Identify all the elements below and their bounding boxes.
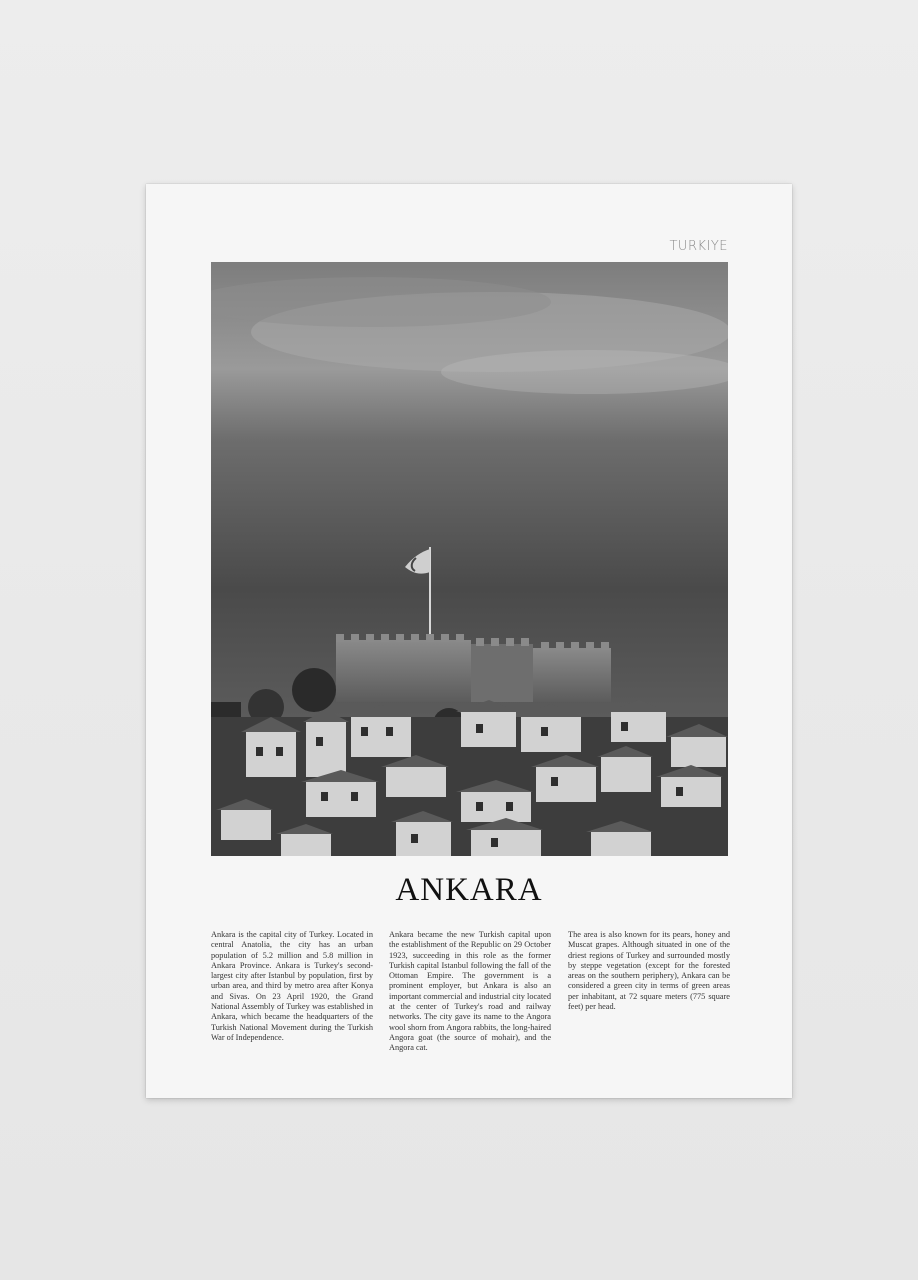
city-photo — [211, 262, 728, 856]
city-title: ANKARA — [395, 872, 543, 908]
text-column-1: Ankara is the capital city of Turkey. Located in central Anatolia, the city has an urban population of 5.2 million and 5.8 million in Ankara Province. Ankara is Turkey's second-largest city after Istanbul by population, first by urban area, and third by metro area after Konya and Sivas. On 23 April 1920, the Grand National Assembly of Turkey was established in Ankara, which became the headquarters of the Turkish National Movement during the Turkish War of Independence. — [211, 930, 373, 1042]
poster — [146, 184, 792, 1098]
text-column-3: The area is also known for its pears, honey and Muscat grapes. Although situated in one of the driest regions of Turkey and surrounded mostly by steppe vegetation (except for the forested areas on the southern periphery), Ankara can be considered a green city in terms of green areas per inhabitant, at 72 square meters (775 square feet) per head. — [568, 930, 730, 1012]
text-column-2: Ankara became the new Turkish capital upon the establishment of the Republic on 29 October 1923, succeeding in this role as the former Turkish capital Istanbul following the fall of the Ottoman Empire. The government is a prominent employer, but Ankara is also an important commercial and industrial city located at the center of Turkey's road and railway networks. The city gave its name to the Angora wool shorn from Angora rabbits, the long-haired Angora goat (the source of mohair), and the Angora cat. — [389, 930, 551, 1053]
ankara-castle-photo-icon — [211, 262, 728, 856]
country-label: TURKIYE — [669, 239, 728, 254]
